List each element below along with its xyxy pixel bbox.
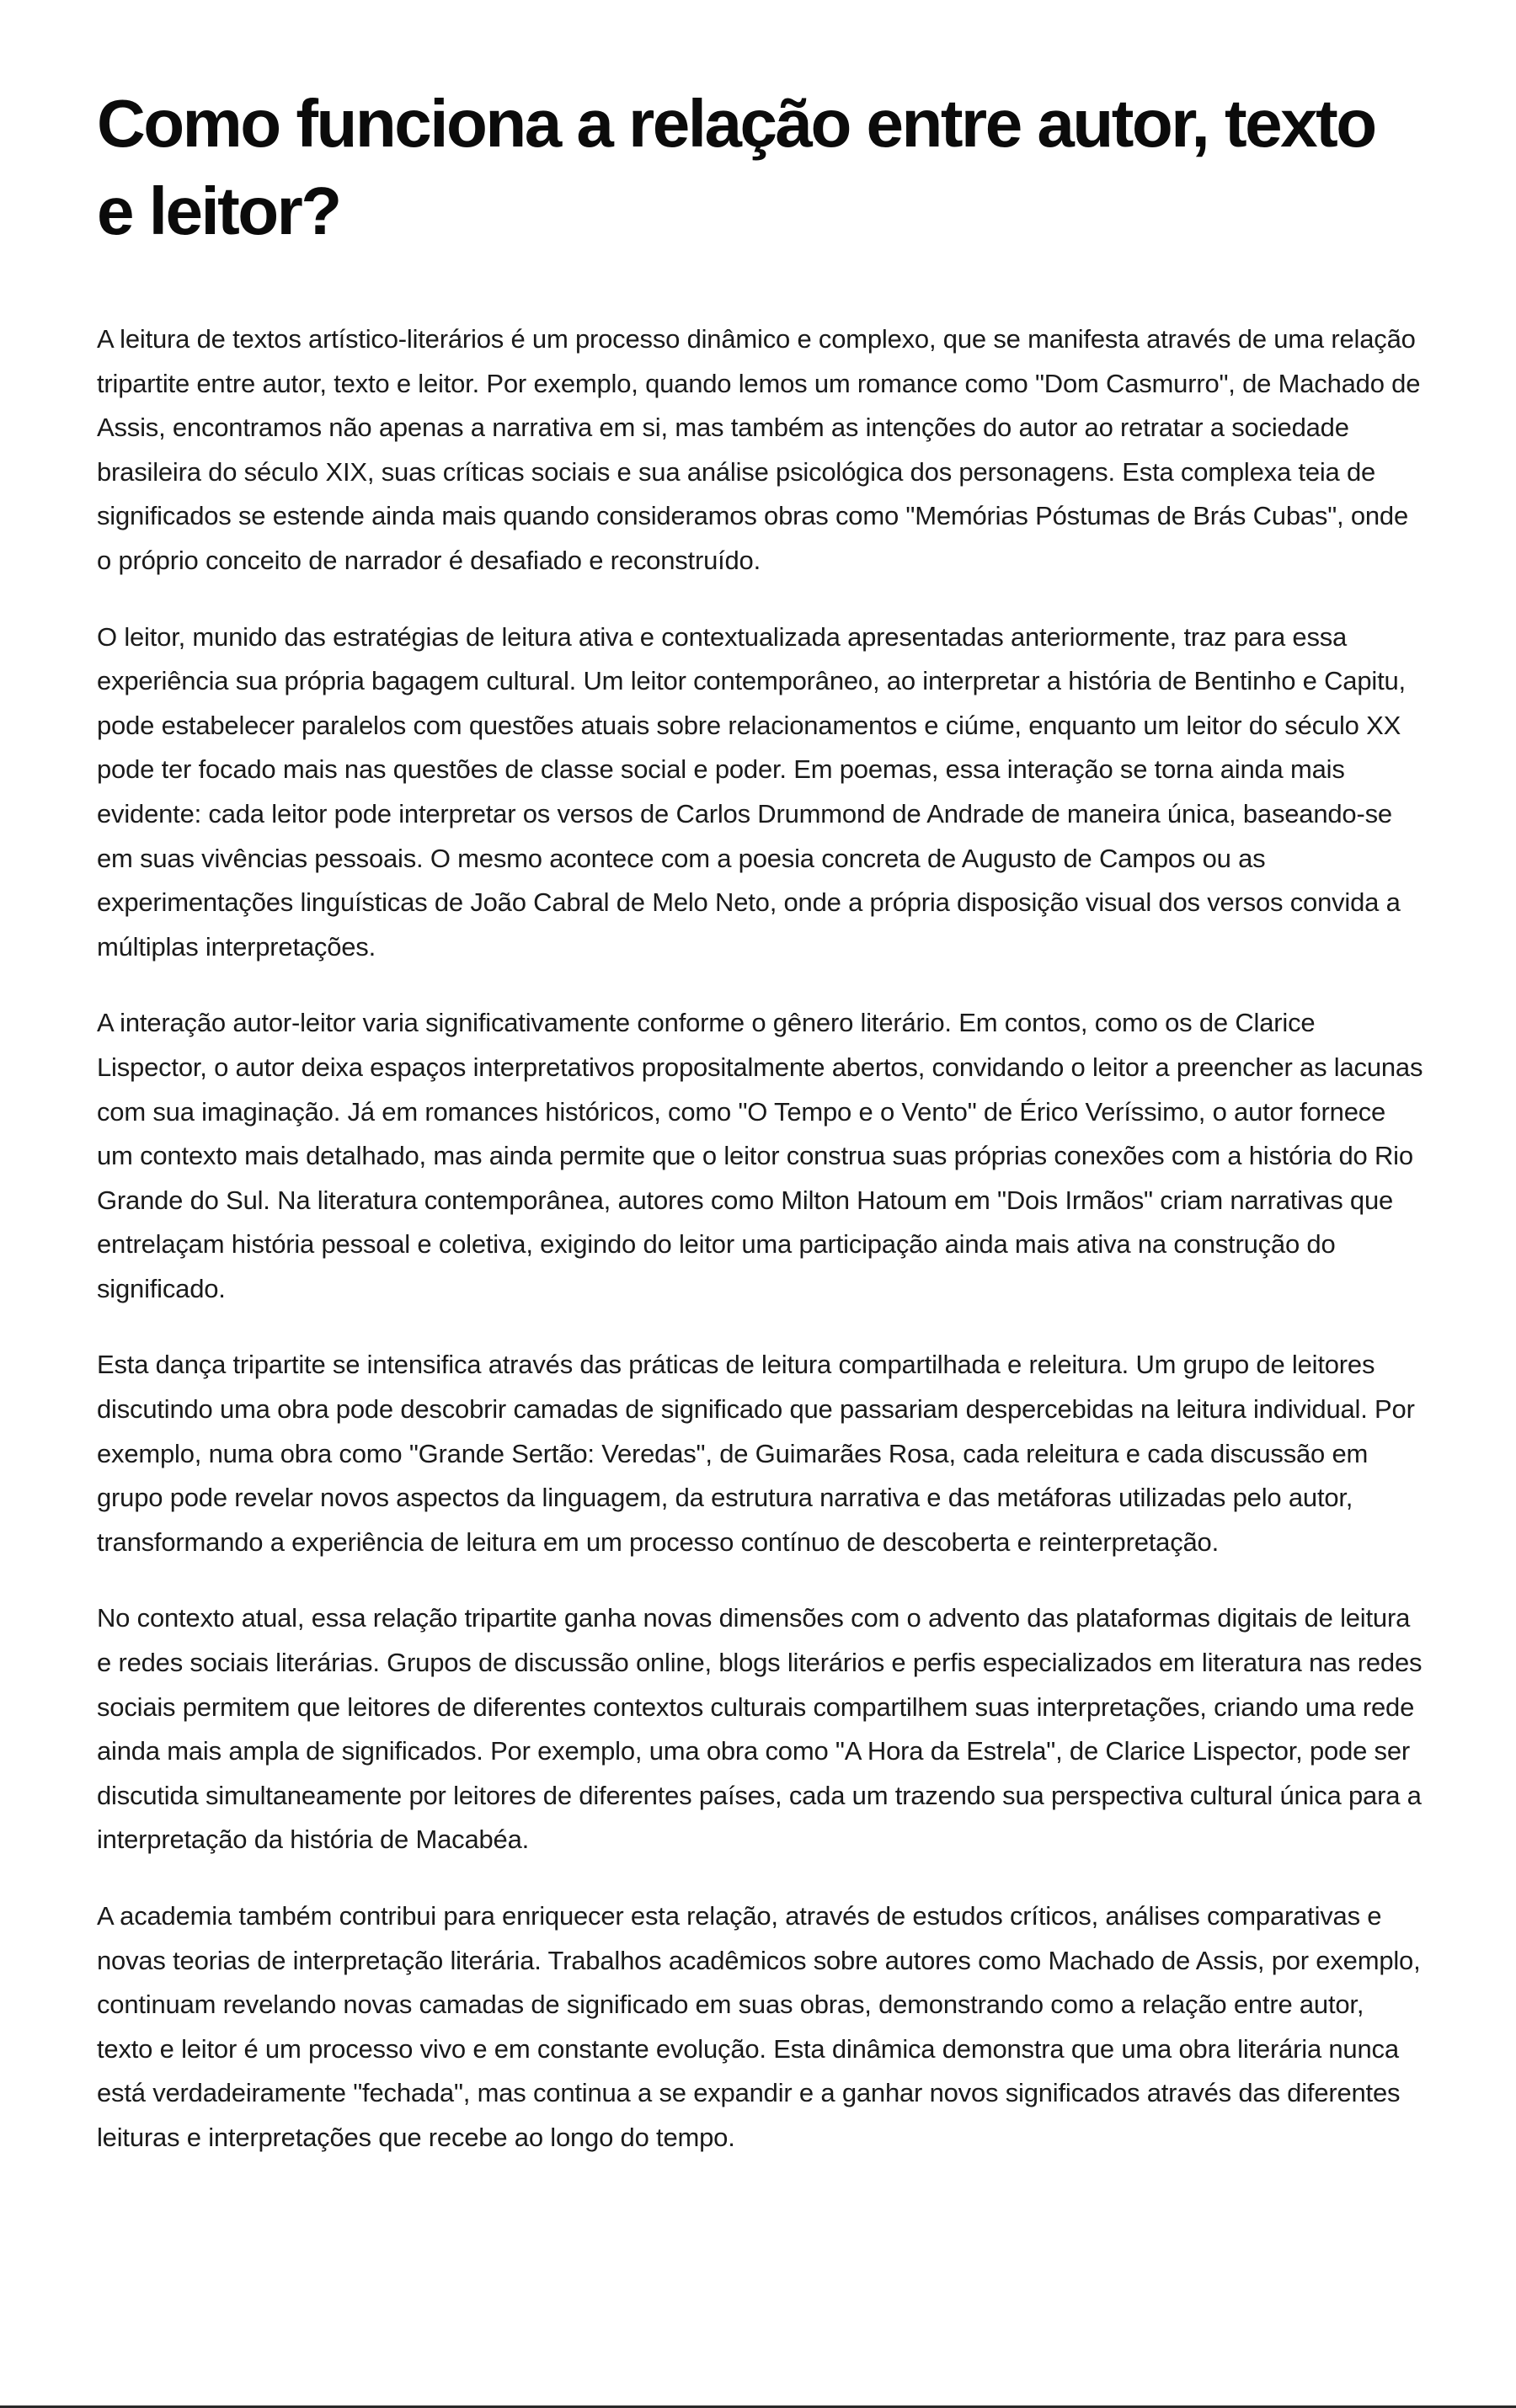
article-body <box>97 317 1423 2160</box>
paragraph-5: No contexto atual, essa relação tripartite ganha novas dimensões com o advento das plataformas digitais de leitura e redes sociais literárias. Grupos de discussão online, blogs literários e perfis especializados em literatura nas redes sociais permitem que leitores de diferentes contextos culturais compartilhem suas interpretações, criando uma rede ainda mais ampla de significados. Por exemplo, uma obra como "A Hora da Estrela", de Clarice Lispector, pode ser discutida simultaneamente por leitores de diferentes países, cada um trazendo sua perspectiva cultural única para a interpretação da história de Macabéa. <box>97 1603 1423 1855</box>
paragraph-2: O leitor, munido das estratégias de leitura ativa e contextualizada apresentadas anteriormente, traz para essa experiência sua própria bagagem cultural. Um leitor contemporâneo, ao interpretar a história de Bentinho e Capitu, pode estabelecer paralelos com questões atuais sobre relacionamentos e ciúme, enquanto um leitor do século XX pode ter focado mais nas questões de classe social e poder. Em poemas, essa interação se torna ainda mais evidente: cada leitor pode interpretar os versos de Carlos Drummond de Andrade de maneira única, baseando-se em suas vivências pessoais. O mesmo acontece com a poesia concreta de Augusto de Campos ou as experimentações linguísticas de João Cabral de Melo Neto, onde a própria disposição visual dos versos convida a múltiplas interpretações. <box>97 621 1406 962</box>
paragraph-1: A leitura de textos artístico-literários é um processo dinâmico e complexo, que se manifesta através de uma relação tripartite entre autor, texto e leitor. Por exemplo, quando lemos um romance como "Dom Casmurro", de Machado de Assis, encontramos não apenas a narrativa em si, mas também as intenções do autor ao retratar a sociedade brasileira do século XIX, suas críticas sociais e sua análise psicológica dos personagens. Esta complexa teia de significados se estende ainda mais quando consideramos obras como "Memórias Póstumas de Brás Cubas", onde o próprio conceito de narrador é desafiado e reconstruído. <box>97 324 1421 575</box>
paragraph-4: Esta dança tripartite se intensifica através das práticas de leitura compartilhada e releitura. Um grupo de leitores discutindo uma obra pode descobrir camadas de significado que passariam despercebidas na leitura individual. Por exemplo, numa obra como "Grande Sertão: Veredas", de Guimarães Rosa, cada releitura e cada discussão em grupo pode revelar novos aspectos da linguagem, da estrutura narrativa e das metáforas utilizadas pelo autor, transformando a experiência de leitura em um processo contínuo de descoberta e reinterpretação. <box>97 1350 1415 1557</box>
paragraph-6: A academia também contribui para enriquecer esta relação, através de estudos críticos, análises comparativas e novas teorias de interpretação literária. Trabalhos acadêmicos sobre autores como Machado de Assis, por exemplo, continuam revelando novas camadas de significado em suas obras, demonstrando como a relação entre autor, texto e leitor é um processo vivo e em constante evolução. Esta dinâmica demonstra que uma obra literária nunca está verdadeiramente "fechada", mas continua a se expandir e a ganhar novos significados através das diferentes leituras e interpretações que recebe ao longo do tempo. <box>97 1901 1421 2152</box>
article <box>97 80 1423 2192</box>
page-title: Como funciona a relação entre autor, texto e leitor? <box>97 86 1375 248</box>
paragraph-3: A interação autor-leitor varia significativamente conforme o gênero literário. Em contos, como os de Clarice Lispector, o autor deixa espaços interpretativos propositalmente abertos, convidando o leitor a preencher as lacunas com sua imaginação. Já em romances históricos, como "O Tempo e o Vento" de Érico Veríssimo, o autor fornece um contexto mais detalhado, mas ainda permite que o leitor construa suas próprias conexões com a história do Rio Grande do Sul. Na literatura contemporânea, autores como Milton Hatoum em "Dois Irmãos" criam narrativas que entrelaçam história pessoal e coletiva, exigindo do leitor uma participação ainda mais ativa na construção do significado. <box>97 1008 1423 1303</box>
